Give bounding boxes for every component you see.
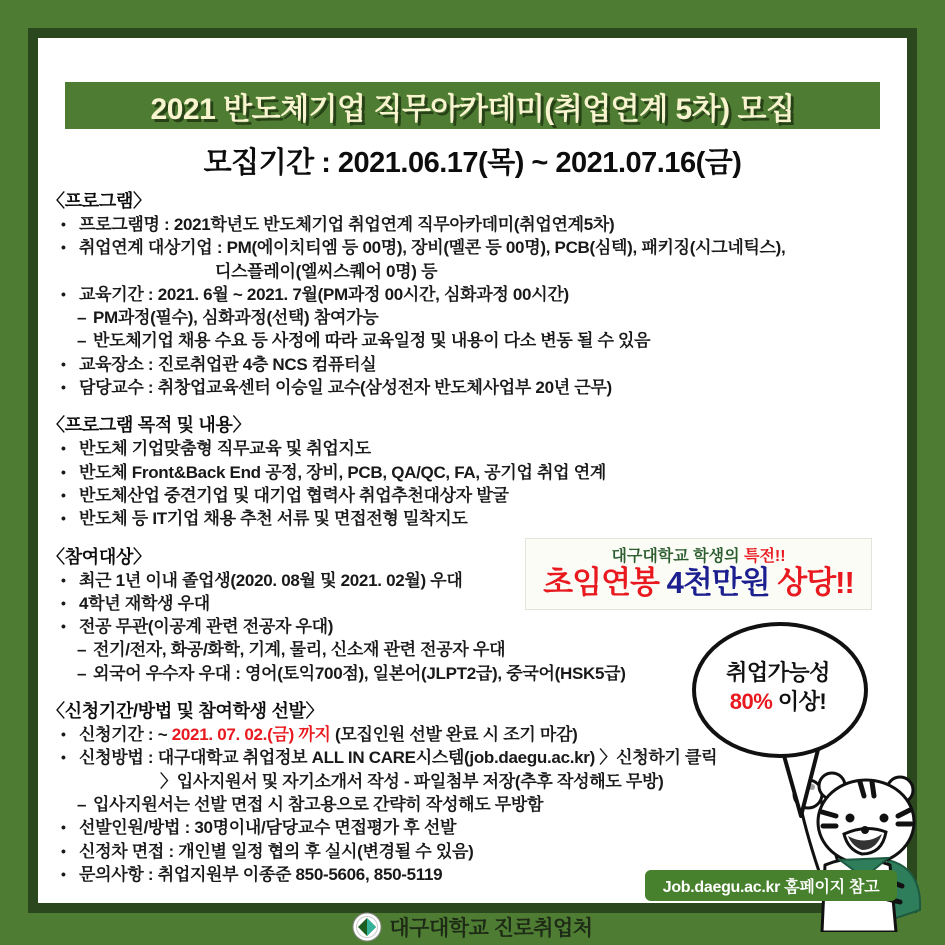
list-marker-icon: –	[77, 794, 87, 814]
list-marker-icon: –	[77, 663, 87, 683]
text-line	[47, 437, 877, 460]
text-segment: 특전!!	[743, 548, 786, 565]
text-segment: 반도체기업 채용 수요 등 사정에 따라 교육일정 및 내용이 다소 변동 될 수 있음	[93, 331, 651, 351]
list-marker-icon: •	[61, 819, 66, 836]
text-segment: 신청방법 : 대구대학교 취업정보 ALL IN CARE시스템(job.daegu.ac.kr) 〉신청하기 클릭	[79, 748, 718, 768]
section	[47, 414, 877, 530]
promo-subtitle	[611, 548, 785, 566]
list-marker-icon: •	[61, 594, 66, 611]
title-banner	[65, 82, 880, 129]
list-marker-icon: •	[61, 571, 66, 588]
text-segment: 2021. 07. 02.(금) 까지	[171, 725, 331, 745]
text-segment: 반도체 기업맞춤형 직무교육 및 취업지도	[79, 439, 371, 459]
list-marker-icon: •	[61, 216, 66, 232]
text-segment: 신정차 면접 : 개인별 일정 협의 후 실시(변경될 수 있음)	[79, 841, 474, 861]
text-segment: 담당교수 : 취창업교육센터 이승일 교수(삼성전자 반도체사업부 20년 근무)	[79, 378, 612, 398]
text-segment: 취업연계 대상기업 : PM(에이치티엠 등 00명), 장비(멜콘 등 00명), PCB(심텍), 패키징(시그네틱스),	[79, 238, 786, 258]
text-segment: 4학년 재학생 우대	[79, 593, 210, 613]
website-badge-label: Job.daegu.ac.kr 홈페이지 참고	[662, 879, 880, 896]
section	[47, 190, 877, 399]
section-heading: 〈프로그램 목적 및 내용〉	[47, 415, 251, 436]
poster-sheet	[28, 28, 917, 913]
list-marker-icon: •	[61, 486, 66, 503]
text-segment: 반도체 등 IT기업 채용 추천 서류 및 면접전형 밀착지도	[79, 509, 468, 529]
bubble-line-2	[693, 687, 863, 716]
text-segment: 문의사항 : 취업지원부 이종준 850-5606, 850-5119	[79, 864, 443, 884]
text-segment: PM과정(필수), 심화과정(선택) 참여가능	[93, 308, 379, 328]
recruit-period: 모집기간 : 2021.06.17(목) ~ 2021.07.16(금)	[203, 147, 742, 179]
text-line	[47, 329, 877, 352]
text-segment: 교육기간 : 2021. 6월 ~ 2021. 7월(PM과정 00시간, 심화과정 00시간)	[79, 284, 569, 304]
text-line	[47, 306, 877, 329]
text-segment: 외국어 우수자 우대 : 영어(토익700점), 일본어(JLPT2급), 중국어(HSK5급)	[93, 663, 626, 683]
text-line	[47, 213, 877, 236]
text-line	[47, 283, 877, 306]
text-line	[47, 353, 877, 376]
website-badge	[645, 870, 897, 901]
text-segment: 이상!	[772, 689, 827, 714]
text-segment: 최근 1년 이내 졸업생(2020. 08월 및 2021. 02월) 우대	[79, 570, 463, 590]
list-marker-icon: •	[61, 355, 66, 372]
text-line	[47, 236, 877, 259]
text-line	[47, 461, 877, 484]
text-segment: 〉입사지원서 및 자기소개서 작성 - 파일첨부 저장(추후 작성해도 무방)	[160, 771, 664, 791]
list-marker-icon: •	[61, 726, 66, 743]
footer-title: 대구대학교 진로취업처	[389, 917, 593, 940]
poster-title: 2021 반도체기업 직무아카데미(취업연계 5차) 모집	[150, 92, 795, 126]
list-marker-icon: –	[77, 331, 87, 351]
text-line	[47, 260, 877, 283]
promo-headline	[543, 566, 854, 600]
bubble-text	[693, 658, 863, 716]
bubble-line-1	[693, 658, 863, 687]
text-segment: (모집인원 선발 완료 시 조기 마감)	[330, 725, 578, 745]
text-segment: 전공 무관(이공계 관련 전공자 우대)	[79, 617, 334, 637]
text-segment: 프로그램명 : 2021학년도 반도체기업 취업연계 직무아카데미(취업연계5차)	[79, 215, 615, 234]
text-segment: 전기/전자, 화공/화학, 기계, 물리, 신소재 관련 전공자 우대	[93, 640, 506, 660]
list-marker-icon: •	[61, 379, 66, 396]
section-heading: 〈참여대상〉	[47, 546, 151, 567]
list-marker-icon: •	[61, 440, 66, 457]
list-marker-icon: •	[61, 510, 66, 527]
speech-bubble	[683, 620, 883, 825]
text-line	[47, 507, 877, 530]
text-segment: 초임연봉	[543, 565, 667, 600]
list-marker-icon: •	[61, 285, 66, 302]
text-segment: 80%	[729, 689, 773, 714]
section-heading: 〈신청기간/방법 및 참여학생 선발〉	[47, 701, 324, 722]
text-segment: 반도체산업 중견기업 및 대기업 협력사 취업추천대상자 발굴	[79, 485, 509, 505]
list-marker-icon: •	[61, 865, 66, 882]
text-segment: 입사지원서는 선발 면접 시 참고용으로 간략히 작성해도 무방함	[93, 794, 544, 814]
speech-bubble-shape	[683, 620, 883, 825]
list-marker-icon: •	[61, 842, 66, 859]
list-marker-icon: •	[61, 463, 66, 480]
text-segment: 디스플레이(엘씨스퀘어 0명) 등	[215, 261, 438, 281]
section-heading: 〈프로그램〉	[47, 191, 151, 211]
text-line	[47, 484, 877, 507]
text-line	[47, 840, 877, 863]
salary-promo-banner	[525, 538, 872, 610]
text-segment: 신청기간 : ~	[79, 725, 172, 745]
text-line	[47, 376, 877, 399]
text-segment: 4천만원	[666, 565, 770, 600]
list-marker-icon: –	[77, 640, 87, 660]
text-segment: 취업가능성	[726, 660, 830, 685]
text-segment: 상당!!	[769, 565, 854, 600]
list-marker-icon: •	[61, 618, 66, 635]
university-logo-icon	[352, 912, 382, 942]
text-segment: 반도체 Front&Back End 공정, 장비, PCB, QA/QC, FA, 공기업 취업 연계	[79, 462, 606, 482]
list-marker-icon: •	[61, 239, 66, 256]
list-marker-icon: •	[61, 749, 66, 766]
text-segment: 대구대학교 학생의	[611, 548, 744, 565]
list-marker-icon: –	[77, 308, 87, 328]
text-segment: 교육장소 : 진로취업관 4층 NCS 컴퓨터실	[79, 354, 377, 374]
text-segment: 선발인원/방법 : 30명이내/담당교수 면접평가 후 선발	[79, 818, 457, 838]
